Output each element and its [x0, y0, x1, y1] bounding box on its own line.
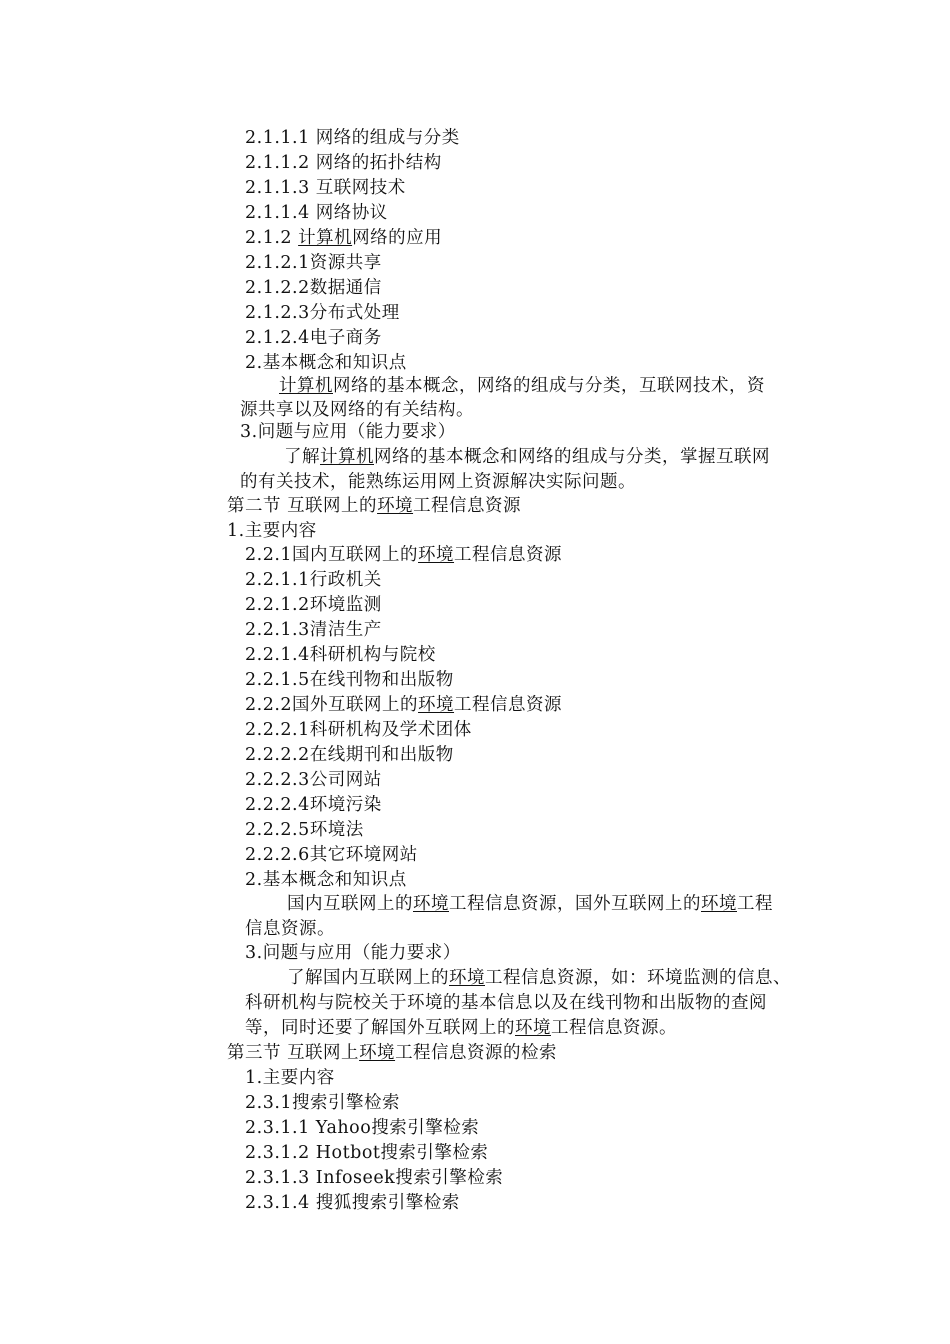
- outline-item: [245, 176, 406, 201]
- keyword-link[interactable]: 环境: [418, 695, 455, 715]
- outline-item: [245, 1191, 460, 1216]
- paragraph-line: [284, 445, 770, 470]
- line-text: 网络的基本概念，网络的组成与分类，互联网技术，资: [333, 376, 765, 396]
- line-text: 2.1.2: [245, 228, 299, 248]
- keyword-link[interactable]: 环境: [449, 968, 485, 988]
- line-text: 2.2.2.3公司网站: [245, 770, 382, 790]
- line-text: 3.问题与应用（能力要求）: [245, 943, 461, 963]
- line-text: 工程信息资源，如：环境监测的信息、: [485, 968, 791, 988]
- keyword-link[interactable]: 计算机: [320, 447, 374, 467]
- outline-item: [245, 1116, 479, 1141]
- line-text: 2.1.1.2 网络的拓扑结构: [245, 153, 442, 173]
- line-text: 3.问题与应用（能力要求）: [240, 422, 456, 442]
- line-text: 工程: [737, 894, 773, 914]
- line-text: 2.2.2.2在线期刊和出版物: [245, 745, 454, 765]
- line-text: 工程信息资源: [413, 496, 522, 516]
- line-text: 1.主要内容: [227, 521, 317, 541]
- line-text: 等，同时还要了解国外互联网上的: [245, 1018, 515, 1038]
- paragraph-line: [240, 470, 636, 495]
- line-text: 2.2.2.5环境法: [245, 820, 364, 840]
- outline-item: [245, 643, 436, 668]
- chapter-heading: [227, 494, 521, 519]
- paragraph-line: [287, 966, 791, 991]
- outline-item: [245, 301, 400, 326]
- outline-item: [245, 151, 442, 176]
- outline-item: [245, 668, 454, 693]
- line-text: 网络的应用: [352, 228, 443, 248]
- outline-item: [245, 743, 454, 768]
- outline-item: [245, 226, 442, 251]
- line-text: 2.2.2.4环境污染: [245, 795, 382, 815]
- line-text: 第三节 互联网上: [227, 1043, 360, 1063]
- line-text: 2.2.1.1行政机关: [245, 570, 382, 590]
- line-text: 网络的基本概念和网络的组成与分类，掌握互联网: [374, 447, 770, 467]
- section-heading: [240, 420, 456, 445]
- line-text: 2.2.1.2环境监测: [245, 595, 382, 615]
- line-text: 2.1.1.1 网络的组成与分类: [245, 128, 460, 148]
- outline-item: [245, 818, 364, 843]
- line-text: 1.主要内容: [245, 1068, 335, 1088]
- line-text: 2.基本概念和知识点: [245, 353, 407, 373]
- line-text: 2.1.1.4 网络协议: [245, 203, 388, 223]
- outline-item: [245, 768, 382, 793]
- line-text: 2.2.1.3清洁生产: [245, 620, 382, 640]
- line-text: 国内互联网上的: [287, 894, 413, 914]
- outline-item: [245, 693, 562, 718]
- line-text: 2.2.2.1科研机构及学术团体: [245, 720, 472, 740]
- line-text: 工程信息资源，国外互联网上的: [449, 894, 701, 914]
- outline-item: [245, 618, 382, 643]
- keyword-link[interactable]: 环境: [418, 545, 455, 565]
- outline-item: [245, 276, 382, 301]
- paragraph-line: [245, 991, 767, 1016]
- line-text: 信息资源。: [245, 919, 335, 939]
- keyword-link[interactable]: 环境: [515, 1018, 551, 1038]
- line-text: 工程信息资源: [454, 545, 563, 565]
- line-text: 2.1.2.1资源共享: [245, 253, 382, 273]
- line-text: 2.3.1.2 Hotbot搜索引擎检索: [245, 1143, 489, 1163]
- line-text: 2.1.1.3 互联网技术: [245, 178, 406, 198]
- outline-item: [245, 718, 472, 743]
- line-text: 工程信息资源。: [551, 1018, 677, 1038]
- paragraph-line: [245, 917, 335, 942]
- outline-item: [245, 1091, 400, 1116]
- keyword-link[interactable]: 计算机: [279, 376, 333, 396]
- paragraph-line: [245, 1016, 677, 1041]
- line-text: 2.1.2.3分布式处理: [245, 303, 400, 323]
- outline-item: [245, 593, 382, 618]
- section-heading: [245, 1066, 335, 1091]
- line-text: 工程信息资源的检索: [395, 1043, 558, 1063]
- line-text: 源共享以及网络的有关结构。: [240, 400, 474, 420]
- keyword-link[interactable]: 环境: [413, 894, 449, 914]
- outline-item: [245, 126, 460, 151]
- outline-item: [245, 1166, 503, 1191]
- line-text: 2.2.1国内互联网上的: [245, 545, 419, 565]
- line-text: 科研机构与院校关于环境的基本信息以及在线刊物和出版物的查阅: [245, 993, 767, 1013]
- outline-item: [245, 201, 388, 226]
- outline-item: [245, 543, 562, 568]
- section-heading: [245, 351, 407, 376]
- line-text: 2.1.2.2数据通信: [245, 278, 382, 298]
- line-text: 了解: [284, 447, 320, 467]
- section-heading: [245, 941, 461, 966]
- line-text: 2.3.1搜索引擎检索: [245, 1093, 401, 1113]
- outline-item: [245, 568, 382, 593]
- line-text: 第二节 互联网上的: [227, 496, 378, 516]
- outline-item: [245, 326, 382, 351]
- line-text: 2.2.1.4科研机构与院校: [245, 645, 436, 665]
- line-text: 2.1.2.4电子商务: [245, 328, 382, 348]
- line-text: 2.3.1.1 Yahoo搜索引擎检索: [245, 1118, 480, 1138]
- outline-item: [245, 251, 382, 276]
- paragraph-line: [279, 374, 765, 399]
- outline-item: [245, 843, 418, 868]
- line-text: 2.2.2.6其它环境网站: [245, 845, 418, 865]
- keyword-link[interactable]: 环境: [701, 894, 737, 914]
- outline-item: [245, 793, 382, 818]
- line-text: 2.基本概念和知识点: [245, 870, 407, 890]
- line-text: 2.2.2国外互联网上的: [245, 695, 419, 715]
- outline-item: [245, 1141, 488, 1166]
- line-text: 2.2.1.5在线刊物和出版物: [245, 670, 454, 690]
- line-text: 2.3.1.3 Infoseek搜索引擎检索: [245, 1168, 504, 1188]
- keyword-link[interactable]: 环境: [359, 1043, 396, 1063]
- line-text: 2.3.1.4 搜狐搜索引擎检索: [245, 1193, 460, 1213]
- keyword-link[interactable]: 计算机: [298, 228, 353, 248]
- section-heading: [227, 519, 317, 544]
- chapter-heading: [227, 1041, 557, 1066]
- paragraph-line: [287, 892, 773, 917]
- keyword-link[interactable]: 环境: [377, 496, 414, 516]
- line-text: 工程信息资源: [454, 695, 563, 715]
- line-text: 的有关技术，能熟练运用网上资源解决实际问题。: [240, 472, 636, 492]
- line-text: 了解国内互联网上的: [287, 968, 449, 988]
- section-heading: [245, 868, 407, 893]
